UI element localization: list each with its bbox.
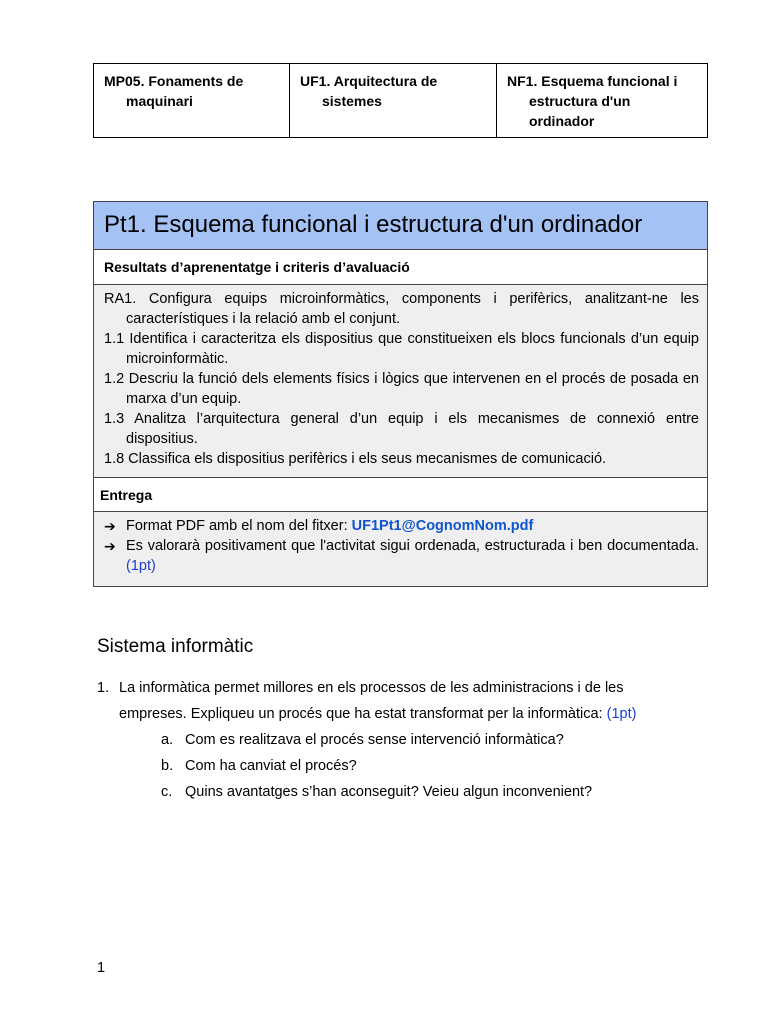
outcomes-list bbox=[94, 285, 707, 478]
delivery-label: Entrega bbox=[94, 478, 707, 512]
unit-cell bbox=[289, 64, 496, 137]
points-label: (1pt) bbox=[606, 706, 637, 722]
outcome-item: RA1. Configura equips microinformàtics, components i perifèrics, analitzant-ne les característiques i la relació amb el conjunt. bbox=[104, 291, 699, 327]
outcome-item: 1.8 Classifica els dispositius perifèrics i els seus mecanismes de comunicació. bbox=[104, 451, 607, 467]
question-text: La informàtica permet millores en els processos de les administracions i de les empreses. Expliqueu un procés que ha estat transformat per la informàtica: bbox=[119, 680, 624, 722]
unit-text: UF1. Arquitectura de sistemes bbox=[300, 73, 438, 109]
right-arrow-icon: ➔ bbox=[104, 538, 116, 554]
nucleus-cell bbox=[496, 64, 707, 137]
subquestion-item: c. Quins avantatges s’han aconseguit? Veieu algun inconvenient? bbox=[161, 784, 593, 800]
points-label: (1pt) bbox=[126, 558, 156, 574]
subquestion-item: b. Com ha canviat el procés? bbox=[161, 758, 357, 774]
activity-title: Pt1. Esquema funcional i estructura d'un ordinador bbox=[94, 202, 707, 250]
course-header-table bbox=[93, 63, 708, 138]
activity-table bbox=[93, 201, 708, 587]
subquestion-list bbox=[97, 727, 677, 805]
module-text: MP05. Fonaments de maquinari bbox=[104, 73, 244, 109]
outcome-item: 1.3 Analitza l’arquitectura general d’un equip i els mecanismes de connexió entre dispositius. bbox=[104, 411, 699, 447]
file-name-link[interactable]: UF1Pt1@CognomNom.pdf bbox=[351, 518, 534, 534]
section-heading: Sistema informàtic bbox=[97, 636, 254, 657]
right-arrow-icon: ➔ bbox=[104, 518, 116, 534]
outcome-item: 1.1 Identifica i caracteritza els dispositius que constitueixen els blocs funcionals d’un equip microinformàtic. bbox=[104, 331, 699, 367]
question-list bbox=[97, 675, 677, 805]
subquestion-item: a. Com es realitzava el procés sense intervenció informàtica? bbox=[161, 732, 564, 748]
question-number: 1. bbox=[97, 680, 110, 696]
delivery-list bbox=[94, 512, 707, 586]
outcomes-label: Resultats d’aprenentatge i criteris d’avaluació bbox=[94, 250, 707, 285]
nucleus-text: NF1. Esquema funcional i estructura d'un ordinador bbox=[507, 73, 678, 129]
question-item bbox=[97, 675, 677, 727]
page-number: 1 bbox=[97, 960, 106, 976]
delivery-item-format: ➔ Format PDF amb el nom del fitxer: UF1Pt1@CognomNom.pdf bbox=[104, 518, 534, 534]
outcome-item: 1.2 Descriu la funció dels elements físics i lògics que intervenen en el procés de posada en marxa d’un equip. bbox=[104, 371, 699, 407]
delivery-item-valuation: ➔ Es valorarà positivament que l'activitat sigui ordenada, estructurada i ben documentada. (1pt) bbox=[104, 538, 699, 574]
module-cell bbox=[94, 64, 289, 137]
